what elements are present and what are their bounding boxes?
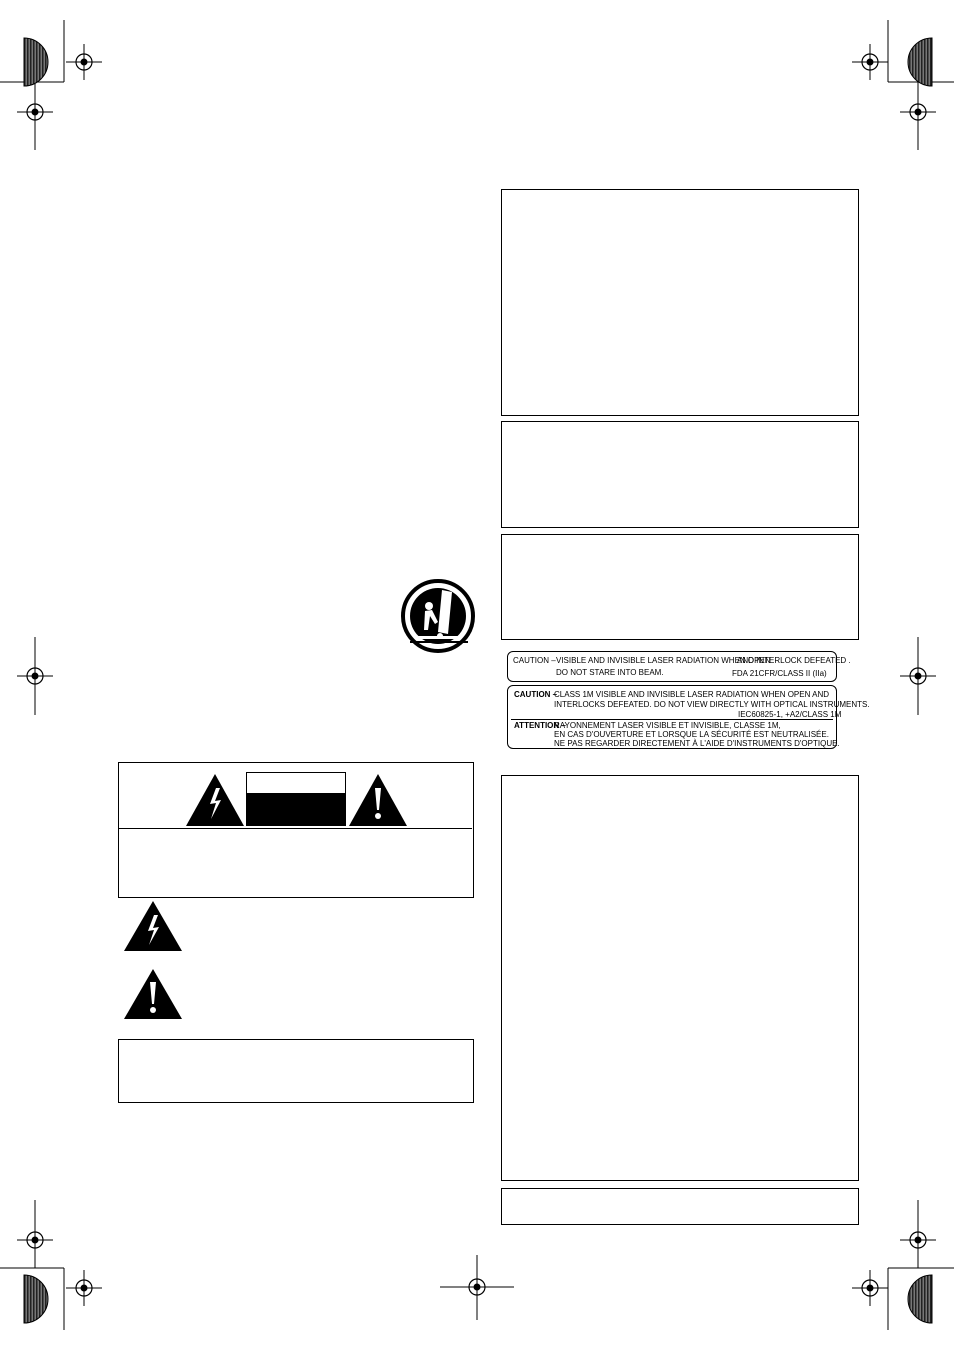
laser-label-standard: IEC60825-1, +A2/CLASS 1M — [738, 710, 842, 719]
notice-box-left-bottom — [118, 1039, 474, 1103]
laser-label-divider — [511, 719, 833, 720]
caution-label-black-band — [247, 793, 345, 825]
exclamation-triangle-icon — [349, 774, 407, 826]
laser-warning-label-fda — [507, 651, 851, 682]
laser-label-caution-word-2: CAUTION – — [514, 690, 558, 699]
laser-label-line-1: VISIBLE AND INVISIBLE LASER RADIATION WHEN OPEN — [556, 656, 771, 665]
caution-box-divider — [119, 828, 472, 829]
cart-tip-over-warning-icon — [400, 578, 476, 654]
laser-label-class-note: FDA 21CFR/CLASS II (IIa) — [732, 669, 827, 678]
notice-box-5 — [501, 1188, 859, 1225]
notice-box-1 — [501, 189, 859, 416]
laser-label-caution-line-2: INTERLOCKS DEFEATED. DO NOT VIEW DIRECTLY WITH OPTICAL INSTRUMENTS. — [554, 700, 870, 709]
lightning-triangle-icon — [186, 774, 244, 826]
laser-label-attention-line-3: NE PAS REGARDER DIRECTEMENT À L'AIDE D'INSTRUMENTS D'OPTIQUE. — [554, 739, 840, 748]
caution-label-panel — [246, 772, 346, 826]
laser-label-caution-word: CAUTION – — [513, 656, 556, 665]
laser-label-line-1-tail: AND INTERLOCK DEFEATED . — [737, 656, 851, 665]
laser-label-attention-line-2: EN CAS D'OUVERTURE ET LORSQUE LA SÉCURITÉ EST NEUTRALISÉE. — [554, 730, 829, 739]
laser-label-attention-line-1: RAYONNEMENT LASER VISIBLE ET INVISIBLE, CLASSE 1M, — [554, 721, 781, 730]
notice-box-3 — [501, 534, 859, 640]
laser-label-caution-line-1: CLASS 1M VISIBLE AND INVISIBLE LASER RADIATION WHEN OPEN AND — [554, 690, 830, 699]
laser-label-attention-word: ATTENTION – — [514, 721, 566, 730]
laser-label-line-2: DO NOT STARE INTO BEAM. — [556, 668, 664, 677]
notice-box-2 — [501, 421, 859, 528]
laser-warning-label-iec — [507, 685, 870, 749]
notice-box-4 — [501, 775, 859, 1181]
lightning-triangle-symbol-icon — [124, 901, 182, 951]
exclamation-triangle-symbol-icon — [124, 969, 182, 1019]
